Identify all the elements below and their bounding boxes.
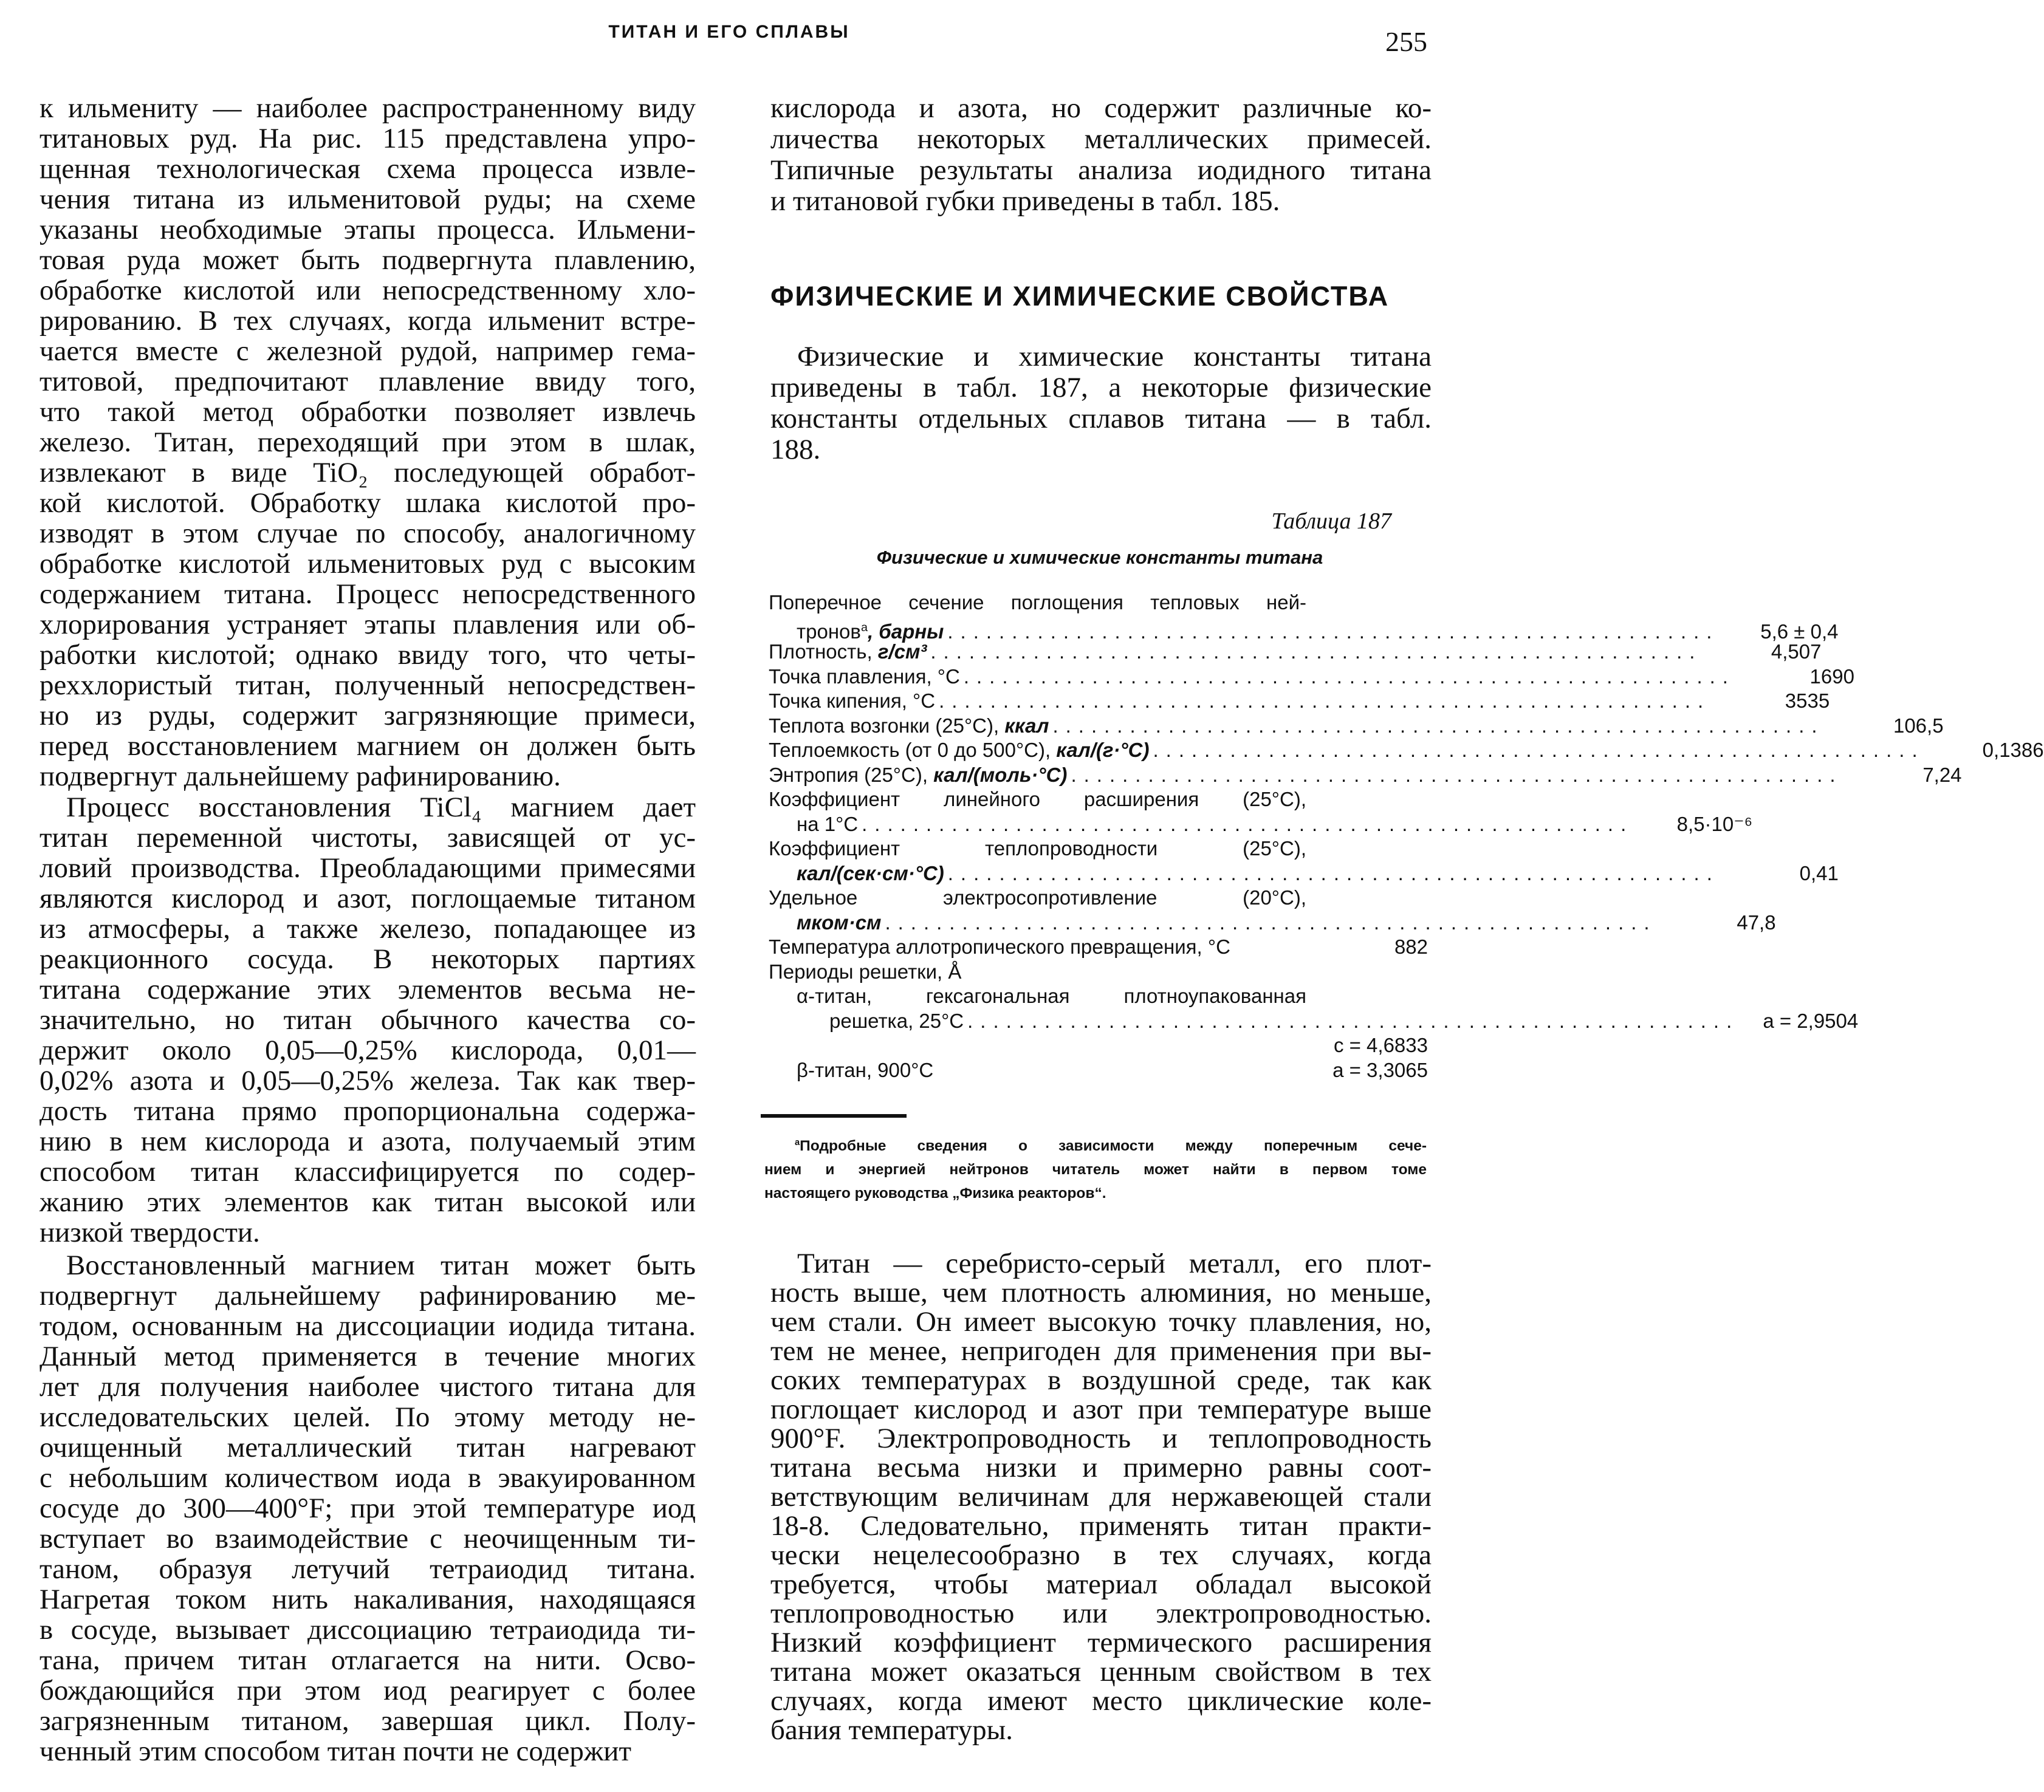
table-row — [769, 960, 1428, 985]
footnote-divider — [761, 1114, 907, 1118]
label-text: Коэффициент теплопроводности (25°С), — [769, 837, 1306, 860]
row-label — [769, 787, 1428, 812]
label-text: Поперечное сечение поглощения тепловых ней- — [769, 591, 1306, 614]
leader-dots: ............................................................ — [1052, 714, 1825, 737]
text-line: в сосуде, вызывает диссоциацию тетраиодида ти- — [39, 1614, 696, 1646]
text-line: бания температуры. — [770, 1714, 1013, 1746]
text-line: но из руды, содержит загрязняющие примеси, — [39, 700, 696, 731]
text-line: титан переменной чистоты, зависящей от ус- — [39, 822, 696, 853]
text-line: хлорирования устраняет этапы плавления или об- — [39, 609, 696, 640]
text-line: обработке кислотой или непосредственному хло- — [39, 275, 696, 306]
text-line: очищенный металлический титан нагревают — [39, 1432, 696, 1463]
text-line: титана может оказаться ценным свойством в тех — [770, 1656, 1432, 1688]
text-line: извлекают в виде TiO₂ последующей обработ- — [39, 457, 696, 488]
text-line: тем не менее, непригоден для применения при вы- — [770, 1335, 1432, 1367]
text-line: Низкий коэффициент термического расширения — [770, 1627, 1432, 1658]
leader-dots: ............................................................ — [1071, 763, 1843, 786]
text-line: кой кислотой. Обработку шлака кислотой про- — [39, 487, 696, 519]
unit-text: , барны — [867, 620, 944, 643]
text-line: содержанием титана. Процесс непосредственного — [39, 578, 696, 610]
text-line: Титан — серебристо-серый металл, его плот- — [797, 1248, 1432, 1279]
row-value: 47,8 — [1737, 911, 1776, 934]
table-row — [769, 640, 1822, 665]
text-line: являются кислород и азот, поглощаемые титаном — [39, 883, 696, 914]
table-row — [769, 1033, 1428, 1058]
text-line: к ильмениту — наиболее распространенному виду — [39, 92, 696, 124]
text-line: чески нецелесообразно в тех случаях, когда — [770, 1539, 1432, 1571]
text-line: исследовательских целей. По этому методу не- — [39, 1401, 696, 1433]
section-heading: ФИЗИЧЕСКИЕ И ХИМИЧЕСКИЕ СВОЙСТВА — [770, 281, 1390, 312]
text-line: тана, причем титан отлагается на нити. Осво- — [39, 1644, 696, 1676]
text-line: ветствующим величинам для нержавеющей стали — [770, 1481, 1432, 1513]
text-line: низкой твердости. — [39, 1217, 260, 1248]
text-line: Типичные результаты анализа иодидного титана — [770, 154, 1432, 186]
footnote-line — [764, 1158, 1427, 1182]
text-line: требуется, чтобы материал обладал высокой — [770, 1568, 1432, 1600]
unit-text: кал/(г·°С) — [1056, 739, 1150, 761]
text-line: указаны необходимые этапы процесса. Ильмени- — [39, 214, 696, 245]
text-line: лет для получения наиболее чистого титана для — [39, 1371, 696, 1403]
text-line: чем стали. Он имеет высокую точку плавления, но, — [770, 1306, 1432, 1338]
text-line: нию в нем кислорода и азота, получаемый этим — [39, 1126, 696, 1157]
leader-dots: ............................................................ — [930, 640, 1703, 663]
label-text: Теплоемкость (от 0 до 500°С), — [769, 739, 1057, 761]
text-line: из атмосферы, а также железо, попадающее из — [39, 913, 696, 945]
text-line: с небольшим количеством иода в эвакуированном — [39, 1462, 696, 1494]
text-line: титана содержание этих элементов весьма не- — [39, 974, 696, 1005]
text-line: подвергнут дальнейшему рафинированию ме- — [39, 1280, 696, 1312]
text-line: Данный метод применяется в течение многих — [39, 1341, 696, 1372]
leader-dots: ............................................................ — [947, 861, 1720, 884]
text-line: личества некоторых металлических примесей. — [770, 123, 1432, 155]
table-row — [769, 861, 1839, 886]
text-line: железо. Титан, переходящий при этом в шлак, — [39, 426, 696, 458]
text-line: жанию этих элементов как титан высокой или — [39, 1186, 696, 1218]
text-line: 188. — [770, 434, 821, 465]
row-value: a = 3,3065 — [1332, 1058, 1428, 1081]
unit-text: кал/(моль·°С) — [933, 763, 1068, 786]
row-value: 1690 — [1809, 665, 1854, 688]
table-row — [769, 590, 1428, 615]
text-line: бождающийся при этом иод реагирует с более — [39, 1675, 696, 1706]
table-row — [769, 689, 1830, 714]
footnote-text: нием и энергией нейтронов читатель может найти в первом томе — [764, 1161, 1427, 1178]
text-line: Процесс восстановления TiCl₄ магнием дает — [66, 792, 696, 823]
leader-dots: ............................................................ — [1153, 739, 1925, 761]
unit-text: г/см³ — [877, 640, 927, 663]
label-text: Точка кипения, °С — [769, 689, 936, 712]
text-line: держит около 0,05—0,25% кислорода, 0,01— — [39, 1035, 696, 1066]
table-caption: Таблица 187 — [1271, 508, 1391, 534]
text-line: подвергнут дальнейшему рафинированию. — [39, 761, 561, 792]
text-line: тодом, основанным на диссоциации иодида титана. — [39, 1310, 696, 1342]
row-value: 3535 — [1785, 689, 1830, 712]
unit-text: кал/(сек·см·°С) — [797, 861, 944, 884]
leader-dots: ............................................................ — [862, 812, 1634, 835]
row-label — [769, 984, 1428, 1009]
row-value: a = 2,9504 — [1763, 1009, 1859, 1032]
table-row — [769, 1058, 1428, 1083]
row-label — [769, 1009, 964, 1034]
text-line: 900°F. Электропроводность и теплопроводность — [770, 1423, 1432, 1454]
text-line: товая руда может быть подвергнута плавлению, — [39, 244, 696, 276]
table-row — [769, 911, 1776, 935]
text-line: что такой метод обработки позволяет извлечь — [39, 396, 696, 428]
label-text: Температура аллотропического превращения, °С — [769, 935, 1230, 958]
label-text: тронов — [797, 620, 861, 643]
text-line: чается вместе с железной рудой, например гема- — [39, 335, 696, 367]
table-row — [769, 738, 2044, 763]
text-line: соких температурах в воздушной среде, так как — [770, 1364, 1432, 1396]
label-text: Периоды решетки, Å — [769, 960, 962, 983]
text-line: титовой, предпочитают плавление ввиду того, — [39, 366, 696, 397]
text-line: 0,02% азота и 0,05—0,25% железа. Так как твер- — [39, 1065, 696, 1096]
text-line: теплопроводностью или электропроводностью. — [770, 1598, 1432, 1629]
text-line: и титановой губки приведены в табл. 185. — [770, 185, 1280, 217]
table-row — [769, 763, 1962, 788]
section-paragraph — [770, 341, 1432, 465]
label-text: Плотность, — [769, 640, 878, 663]
text-line: ность выше, чем плотность алюминия, но меньше, — [770, 1277, 1432, 1308]
left-paragraph-1 — [39, 93, 696, 792]
label-text: Точка плавления, °С — [769, 665, 960, 688]
final-paragraph — [770, 1249, 1432, 1745]
table-row — [769, 886, 1428, 911]
label-text: на 1°С — [797, 812, 859, 835]
footnote-line — [764, 1131, 1427, 1158]
label-text: Коэффициент линейного расширения (25°С), — [769, 788, 1306, 810]
unit-text: мком·см — [797, 911, 882, 934]
text-line: реакционного сосуда. В некоторых партиях — [39, 943, 696, 975]
footnote-text: настоящего руководства „Физика реакторов“. — [764, 1185, 1106, 1202]
label-text: решетка, 25°С — [829, 1009, 964, 1032]
text-line: обработке кислотой ильменитовых руд с высоким — [39, 548, 696, 580]
text-line: таном, образуя летучий тетраиодид титана. — [39, 1553, 696, 1585]
text-line: 18-8. Следовательно, применять титан практи- — [770, 1510, 1432, 1542]
table-row — [769, 1009, 1859, 1034]
table-row — [769, 984, 1428, 1009]
left-paragraph-2 — [39, 792, 696, 1248]
text-line: работки кислотой; однако ввиду того, что четы- — [39, 639, 696, 671]
table-row — [769, 812, 1753, 837]
row-label — [769, 640, 927, 665]
row-label — [769, 886, 1428, 911]
label-text: Удельное электросопротивление (20°С), — [769, 886, 1306, 909]
row-label — [769, 911, 881, 935]
text-line: Нагретая током нить накаливания, находящаяся — [39, 1584, 696, 1615]
row-value: 4,507 — [1771, 640, 1822, 663]
row-label — [769, 812, 858, 837]
footnote-line — [764, 1182, 1427, 1205]
table-row — [769, 787, 1428, 812]
row-label — [769, 960, 1428, 985]
text-line: приведены в табл. 187, а некоторые физические — [770, 372, 1432, 403]
footnote-text: Подробные сведения о зависимости между поперечным сече- — [800, 1138, 1427, 1155]
footnote — [764, 1131, 1427, 1205]
row-label — [769, 935, 1230, 960]
right-intro-paragraph — [770, 93, 1432, 217]
row-value: 5,6 ± 0,4 — [1760, 620, 1839, 643]
table-row — [769, 615, 1839, 643]
text-line: Восстановленный магнием титан может быть — [66, 1250, 696, 1281]
row-value: 882 — [1394, 935, 1428, 958]
leader-dots: ............................................................ — [947, 620, 1720, 643]
leader-dots: ............................................................ — [963, 665, 1735, 688]
text-line: рированию. В тех случаях, когда ильменит встре- — [39, 305, 696, 337]
row-label — [769, 665, 960, 689]
text-line: щенная технологическая схема процесса извле- — [39, 153, 696, 185]
footnote-marker: a — [795, 1138, 800, 1147]
row-value: 106,5 — [1893, 714, 1944, 737]
row-value: 0,41 — [1799, 861, 1839, 884]
left-paragraph-3 — [39, 1250, 696, 1766]
text-line: вступает во взаимодействие с неочищенным ти- — [39, 1523, 696, 1554]
label-text: Теплота возгонки (25°С), — [769, 714, 1005, 737]
leader-dots: ............................................................ — [967, 1009, 1740, 1032]
text-line: значительно, но титан обычного качества со- — [39, 1004, 696, 1036]
text-line: сосуде до 300—400°F; при этой температуре иод — [39, 1493, 696, 1524]
row-value: 0,1386 — [1982, 739, 2044, 761]
label-text: β-титан, 900°С — [797, 1058, 934, 1081]
row-value: 7,24 — [1922, 763, 1962, 786]
row-value: 8,5·10⁻⁶ — [1676, 812, 1753, 835]
unit-text: ккал — [1004, 714, 1049, 737]
label-text: Энтропия (25°С), — [769, 763, 934, 786]
text-line: случаях, когда имеют место циклические коле- — [770, 1685, 1432, 1717]
constants-table — [769, 590, 2044, 1082]
table-row — [769, 836, 1428, 861]
text-line: изводят в этом случае по способу, аналогичному — [39, 518, 696, 549]
row-label — [769, 763, 1067, 788]
table-title: Физические и химические константы титана — [876, 547, 1323, 568]
footnote-marker: a — [860, 620, 868, 634]
text-line: Физические и химические константы титана — [797, 341, 1432, 372]
leader-dots: ............................................................ — [885, 911, 1657, 934]
leader-dots: ............................................................ — [939, 689, 1711, 712]
row-label — [769, 861, 944, 886]
text-line: реххлористый титан, полученный непосредствен- — [39, 669, 696, 701]
row-label — [769, 714, 1049, 739]
table-row — [769, 935, 1428, 960]
text-line: поглощает кислород и азот при температуре выше — [770, 1394, 1432, 1425]
text-line: ченный этим способом титан почти не содержит — [39, 1736, 631, 1767]
row-label — [769, 689, 935, 714]
text-line: кислорода и азота, но содержит различные ко- — [770, 92, 1432, 124]
row-label — [769, 1058, 933, 1083]
table-row — [769, 714, 1944, 739]
table-row — [769, 665, 1854, 689]
text-line: константы отдельных сплавов титана — в табл. — [770, 403, 1432, 434]
text-line: чения титана из ильменитовой руды; на схеме — [39, 183, 696, 215]
row-value: c = 4,6833 — [1333, 1034, 1428, 1056]
running-header: ТИТАН И ЕГО СПЛАВЫ — [608, 22, 850, 42]
label-text: α-титан, гексагональная плотноупакованная — [797, 985, 1306, 1007]
row-label — [769, 738, 1150, 763]
text-line: перед восстановлением магнием он должен быть — [39, 730, 696, 762]
text-line: ловий производства. Преобладающими примесями — [39, 852, 696, 884]
row-label — [769, 590, 1428, 615]
text-line: титановых руд. На рис. 115 представлена упро- — [39, 123, 696, 154]
text-line: загрязненным титаном, завершая цикл. Полу- — [39, 1705, 696, 1737]
text-line: способом титан классифицируется по содер- — [39, 1156, 696, 1188]
page-number: 255 — [1385, 26, 1427, 57]
text-line: дость титана прямо пропорциональна содержа- — [39, 1095, 696, 1127]
text-line: титана весьма низки и примерно равны соот- — [770, 1452, 1432, 1483]
row-label — [769, 836, 1428, 861]
